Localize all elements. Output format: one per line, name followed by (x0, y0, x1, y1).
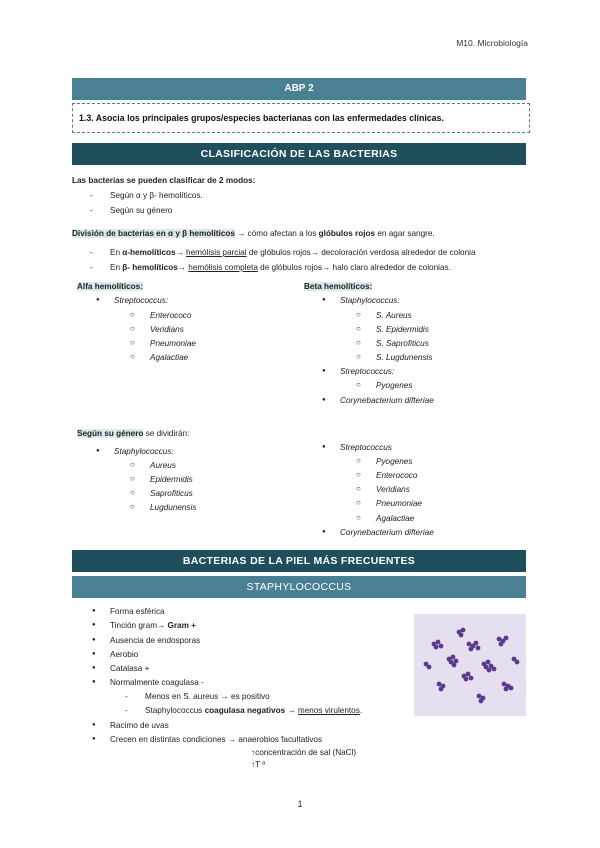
classification-intro: Las bacterias se pueden clasificar de 2 modos: (72, 176, 256, 185)
division-label: División de bacterias en α y β hemolíticos (72, 229, 235, 238)
mode-item: - Según su género (110, 206, 172, 215)
staphylococcus-micrograph (414, 614, 526, 716)
alfa-species: ○ Agalactiae (150, 353, 188, 362)
trait-subitem: - Staphylococcus coagulasa negativos → menos virulentos. (145, 706, 362, 715)
subsection-title-staphylococcus: STAPHYLOCOCCUS (72, 576, 526, 598)
beta-species: ○ S. Saprofiticus (376, 339, 429, 348)
alfa-species: ○ Enterococo (150, 311, 191, 320)
micrograph-svg (414, 614, 526, 716)
genero-strep-species: ○ Agalactiae (376, 514, 414, 523)
alfa-genus: ● Streptococcus: (114, 296, 168, 305)
section-title-piel: BACTERIAS DE LA PIEL MÁS FRECUENTES (72, 550, 526, 572)
beta-species: ○ S. Aureus (376, 311, 412, 320)
beta-genus-coryne: ● Corynebacterium difteriae (340, 396, 434, 405)
genero-label: Según su género (77, 429, 144, 438)
genero-strep-species: ○ Veridians (376, 485, 410, 494)
trait-item: ● Aerobio (110, 650, 138, 659)
genero-line: Según su género se dividirán: (77, 429, 190, 438)
beta-genus-strep: ● Streptococcus: (340, 367, 394, 376)
genero-strep-species: ○ Pneumoniae (376, 499, 422, 508)
beta-description: - En β- hemolíticos→ hemólisis completa de glóbulos rojos→ halo claro alrededor de colonias. (110, 263, 451, 272)
trait-item: ● Ausencia de endosporas (110, 636, 200, 645)
abp-title-bar: ABP 2 (72, 78, 526, 100)
beta-genus-staph: ● Staphylococcus: (340, 296, 400, 305)
alfa-species: ○ Veridians (150, 325, 184, 334)
genero-strep: ● Streptococcus (340, 443, 392, 452)
mode-item: - Según α y β- hemolíticos. (110, 191, 203, 200)
trait-item: ● Catalasa + (110, 664, 149, 673)
beta-species: ○ Pyogenes (376, 381, 412, 390)
task-statement: 1.3. Asocia los principales grupos/especies bacterianas con las enfermedades clínicas. (72, 103, 530, 133)
trait-item: ● Normalmente coagulasa - (110, 678, 204, 687)
course-header: M10. Microbiología (456, 38, 528, 48)
genero-staph-species: ○ Saprofiticus (150, 489, 193, 498)
alfa-title: Alfa hemolíticos: (77, 282, 143, 291)
alfa-description: - En α-hemolíticos→ hemólisis parcial de glóbulos rojos→ decoloración verdosa alrededor de colonia (110, 248, 476, 257)
condition-temperature: ↑T º (251, 760, 266, 769)
genero-staph: ● Staphylococcus: (114, 447, 174, 456)
section-title-clasificacion: CLASIFICACIÓN DE LAS BACTERIAS (72, 143, 526, 165)
division-line: División de bacterias en α y β hemolíticos → cómo afectan a los glóbulos rojos en agar sangre. (72, 229, 435, 238)
genero-staph-species: ○ Aureus (150, 461, 176, 470)
alfa-species: ○ Pneumoniae (150, 339, 196, 348)
page-number: 1 (297, 799, 303, 809)
condition-salt: ↑concentración de sal (NaCl) (251, 748, 357, 757)
beta-species: ○ S. Lugdunensis (376, 353, 432, 362)
beta-species: ○ S. Epidermidis (376, 325, 429, 334)
genero-strep-species: ○ Pyogenes (376, 457, 412, 466)
trait-subitem: - Menos en S. aureus → es positivo (145, 692, 270, 701)
trait-item: ● Forma esférica (110, 607, 165, 616)
genero-coryne: ● Corynebacterium difteriae (340, 528, 434, 537)
genero-staph-species: ○ Lugdunensis (150, 503, 196, 512)
trait-item: ● Crecen en distintas condiciones → anaerobios facultativos (110, 735, 322, 744)
genero-staph-species: ○ Epidermidis (150, 475, 193, 484)
genero-strep-species: ○ Enterococo (376, 471, 417, 480)
trait-item: ● Tinción gram→ Gram + (110, 621, 196, 630)
trait-item: ● Racimo de uvas (110, 721, 169, 730)
beta-title: Beta hemolíticos: (304, 282, 373, 291)
